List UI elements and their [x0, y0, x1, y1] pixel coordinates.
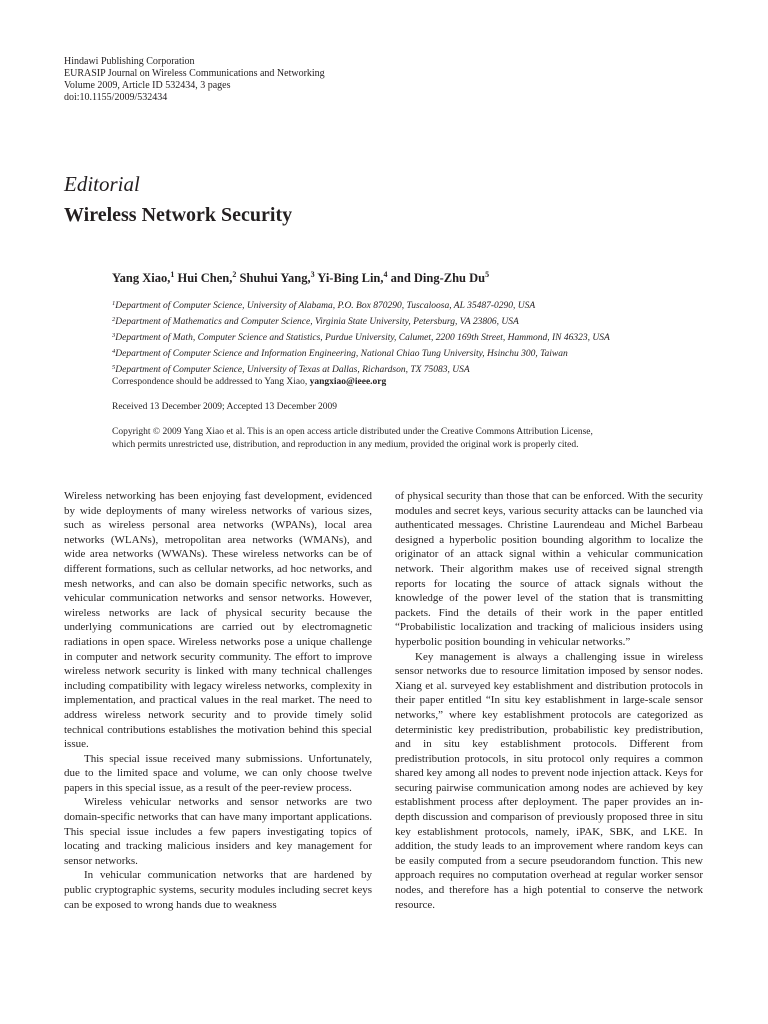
affiliation [112, 313, 610, 329]
affiliation-number: 4 [112, 348, 116, 355]
affiliation-text: Department of Computer Science, University of Texas at Dallas, Richardson, TX 75083, USA [115, 365, 470, 375]
affiliation [112, 329, 610, 345]
body-paragraph: of physical security than those that can be enforced. With the security modules and secret keys, various security attacks can be launched via authenticated messages. Christine Laurendeau and Michel Barbeau designed a hyperbolic position bounding algorithm to localize the originator of an attack signal within a vehicular communication network. Their algorithm makes use of received signal strength reports for locating the source of attack signals without the knowledge of the power level of the station that is transmitting packets. Find the details of their work in the paper entitled “Probabilistic localization and tracking of malicious insiders using hyperbolic position bounding in vehicular networks.” [395, 490, 703, 648]
author-affil-number: 3 [310, 270, 315, 279]
body-paragraph: Key management is always a challenging issue in wireless sensor networks due to resource limitation imposed by sensor nodes. Xiang et al. surveyed key establishment and distribution protocols in their paper entitled “In situ key establishment in large-scale sensor networks,” where key establishment protocols are categorized as deterministic key predistribution, probabilistic key predistribution, and in situ key establishment protocols. Different from predistribution protocols, in situ protocol only requires a common shared key among all nodes to prevent node injection attack. Keys for securing pairwise communication among nodes are achieved by key establishment process after deployment. The paper provides an in-depth discussion and comparison of previously proposed three in situ key establishment protocols, namely, iPAK, SBK, and LKE. In addition, the study leads to an improvement where random keys can be easily computed from a secure pseudorandom function. This new approach requires no computation overhead at regular worker sensor nodes, and therefore has a high potential to conserve the network resource. [395, 650, 703, 911]
doi: doi:10.1155/2009/532434 [64, 92, 168, 103]
affiliation-text: Department of Computer Science and Information Engineering, National Chiao Tung University, Hsinchu 300, Taiwan [115, 349, 568, 359]
body-column-left [64, 489, 372, 912]
copyright-notice [112, 426, 704, 451]
affiliation [112, 345, 610, 361]
correspondence-email[interactable]: yangxiao@ieee.org [309, 377, 387, 387]
correspondence-text: Correspondence should be addressed to Yang Xiao, [112, 377, 310, 387]
affiliation-number: 1 [112, 300, 116, 307]
affiliation-text: Department of Mathematics and Computer Science, Virginia State University, Petersburg, VA 23806, USA [115, 317, 519, 327]
affiliation-list [112, 297, 610, 377]
article-title: Wireless Network Security [64, 204, 293, 226]
author-name: Hui Chen, [174, 271, 233, 285]
journal-name: EURASIP Journal on Wireless Communications and Networking [64, 68, 325, 79]
body-paragraph: In vehicular communication networks that are hardened by public cryptographic systems, security modules including secret keys can be exposed to wrong hands due to weakness [64, 869, 372, 911]
author-name: Yang Xiao, [112, 271, 171, 285]
affiliation-text: Department of Math, Computer Science and Statistics, Purdue University, Calumet, 2200 169th Street, Hammond, IN 46323, USA [115, 333, 610, 343]
journal-header [64, 56, 325, 104]
author-name: and Ding-Zhu Du [387, 271, 486, 285]
correspondence-line [112, 376, 386, 388]
body-column-right [395, 489, 703, 912]
affiliation-number: 5 [112, 364, 116, 371]
affiliation-text: Department of Computer Science, University of Alabama, P.O. Box 870290, Tuscaloosa, AL 35487-0290, USA [115, 301, 536, 311]
author-affil-number: 1 [170, 270, 175, 279]
affiliation [112, 361, 610, 377]
affiliation-number: 3 [112, 332, 116, 339]
affiliation [112, 297, 610, 313]
body-paragraph: This special issue received many submissions. Unfortunately, due to the limited space and volume, we can only choose twelve papers in this special issue, as a result of the peer-review process. [64, 752, 372, 794]
article-kind: Editorial [64, 172, 140, 196]
body-paragraph: Wireless vehicular networks and sensor networks are two domain-specific networks that can have many important applications. This special issue includes a few papers investigating topics of locating and tracking malicious insiders and key management for sensor networks. [64, 796, 372, 867]
author-name: Shuhui Yang, [236, 271, 311, 285]
copyright-line: Copyright © 2009 Yang Xiao et al. This is an open access article distributed under the Creative Commons Attribution License, [112, 427, 593, 437]
author-affil-number: 2 [232, 270, 237, 279]
publisher-name: Hindawi Publishing Corporation [64, 56, 195, 67]
received-dates: Received 13 December 2009; Accepted 13 December 2009 [112, 402, 338, 412]
author-affil-number: 4 [383, 270, 388, 279]
volume-info: Volume 2009, Article ID 532434, 3 pages [64, 80, 231, 91]
body-paragraph: Wireless networking has been enjoying fast development, evidenced by wide deployments of many wireless networks of various sizes, such as wireless personal area networks (WPANs), local area networks (WLANs), metropolitan area networks (WMANs), and wide area networks (WWANs). These wireless networks can be of different formations, such as cellular networks, ad hoc networks, and mesh networks, and can also be domain specific networks, such as vehicular communication networks and sensor networks. However, wireless networks are lack of physical security because the underlying communications are carried out by electromagnetic radiations in open space. Wireless networks pose a unique challenge in computer and network security community. The effort to improve wireless network security is linked with many technical challenges including compatibility with legacy wireless networks, complexity in implementation, and practical values in the real market. The need to address wireless network security and to provide timely solid technical contributions establishes the motivation behind this special issue. [64, 490, 372, 751]
author-name: Yi-Bing Lin, [314, 271, 384, 285]
author-affil-number: 5 [485, 270, 490, 279]
affiliation-number: 2 [112, 316, 116, 323]
copyright-line: which permits unrestricted use, distribution, and reproduction in any medium, provided the original work is properly cited. [112, 439, 579, 450]
author-list [112, 267, 489, 286]
